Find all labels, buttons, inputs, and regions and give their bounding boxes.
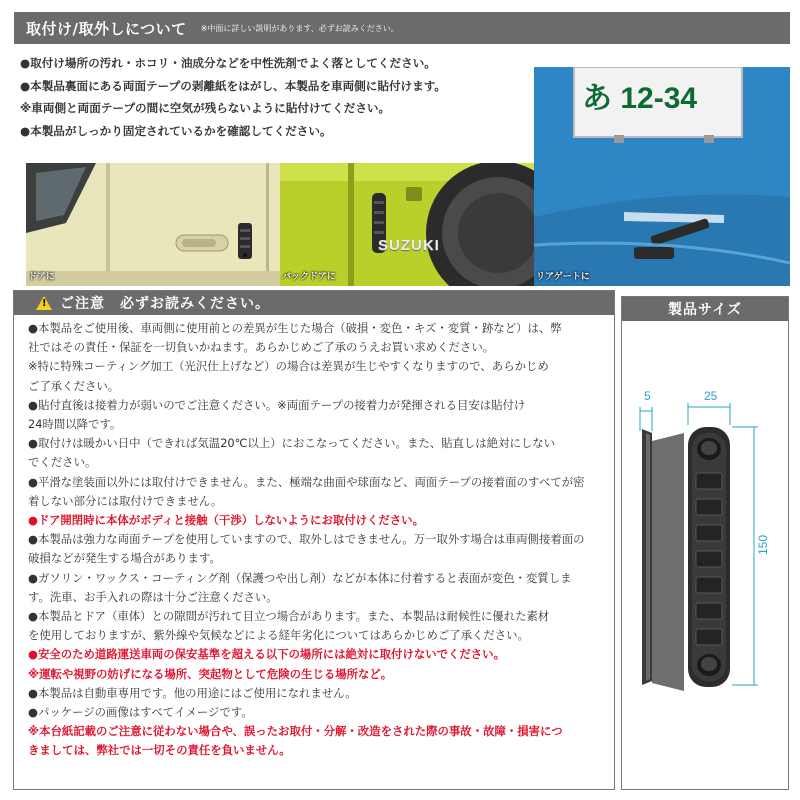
install-title-bar [14,12,790,44]
caution-item: ●本製品とドア（車体）との隙間が汚れて目立つ場合があります。また、本製品は耐候性に優れた素材 を使用しておりますが、紫外線や気候などによる経年劣化についてはあらかじめご了承ください。 [28,609,550,643]
caution-item: ※本台紙記載のご注意に従わない場合や、誤ったお取付・分解・改造をされた際の事故・故障・損害につ きましては、弊社では一切その責任を負いません。 [28,724,563,758]
thickness-label: 5 [644,389,651,403]
caution-item: ●本製品は自動車専用です。他の用途にはご使用になれません。 [28,685,357,700]
install-step: ●本製品がしっかり固定されているかを確認してください。 [20,123,332,138]
backdoor-illustration [280,163,538,286]
reargate-photo [534,67,790,286]
size-title-bar [622,297,788,321]
caution-item: ●平滑な塗装面以外には取付けできません。また、極端な曲面や球面など、両面テープの接着面のすべてが密 着しない部分には取付けできません。 [28,474,585,508]
backdoor-photo [280,163,538,286]
install-section [14,12,790,284]
warning-icon: ! [36,296,52,310]
door-photo-label: ドアに [28,272,55,282]
install-step: ●本製品裏面にある両面テープの剥離紙をはがし、本製品を車両側に貼付けます。 [20,78,446,93]
caution-list [28,319,614,761]
width-label: 25 [704,389,718,403]
product-size-section [621,296,789,790]
caution-title: ご注意 必ずお読みください。 [60,296,270,312]
suzuki-badge: SUZUKI [378,237,440,254]
caution-item: ●貼付直後は接着力が弱いのでご注意ください。※両面テープの接着力が発揮される目安は貼付け 24時間以降です。 [28,397,526,432]
install-step: ●取付け場所の汚れ・ホコリ・油成分などを中性洗剤でよく落としてください。 [20,56,436,70]
caution-item: ●パッケージの画像はすべてイメージです。 [28,705,253,720]
backdoor-photo-label: バックドアに [282,272,336,282]
door-illustration [26,163,284,286]
size-title: 製品サイズ [668,302,742,318]
reargate-photo-label: リアゲートに [536,272,590,282]
height-label: 150 [756,534,770,555]
product-drawing [622,321,788,791]
caution-item: ●ガソリン・ワックス・コーティング剤（保護つや出し剤）などが本体に付着すると表面が変色・変質しま す。洗車、お手入れの際は十分ご注意ください。 [28,570,572,604]
width-dimension [688,403,730,425]
product-side-view [642,429,652,685]
height-dimension [732,427,758,685]
caution-item: ※運転や視野の妨げになる場所、突起物として危険の生じる場所など。 [28,666,393,681]
install-subtitle: ※中面に詳しい説明があります、必ずお読みください。 [200,23,399,33]
caution-item: ※特に特殊コーティング加工（光沢仕上げなど）の場合は差異が生じやすくなりますので、あらかじめ ご了承ください。 [28,359,549,393]
caution-item: ●ドア開閉時に本体がボディと接触（干渉）しないようにお取付けください。 [28,513,424,528]
caution-item: ●本製品は強力な両面テープを使用していますので、取外しはできません。万一取外す場合は車両側接着面の 破損などが発生する場合があります。 [28,532,585,566]
install-title: 取付け/取外しについて [26,19,187,38]
product-front-view [688,427,730,687]
caution-item: ●本製品をご使用後、車両側に使用前との差異が生じた場合（破損・変色・キズ・変質・跡など）は、弊 社ではその責任・保証を一切負いかねます。あらかじめご了承のうえお買い求めください。 [28,321,562,355]
caution-item: ●取付けは暖かい日中（できれば気温20℃以上）におこなってください。また、貼直しは絶対にしない でください。 [28,436,556,470]
caution-title-bar [14,291,614,315]
license-plate-text: あ 12-34 [582,82,698,115]
thickness-dimension [640,407,652,431]
install-step: ※車両側と両面テープの間に空気が残らないように貼付けてください。 [20,101,391,115]
door-photo [26,163,284,286]
install-steps-list [20,52,530,142]
caution-section [13,290,615,790]
caution-item: ●安全のため道路運送車両の保安基準を超える以下の場所には絶対に取付けないでください。 [28,647,505,662]
